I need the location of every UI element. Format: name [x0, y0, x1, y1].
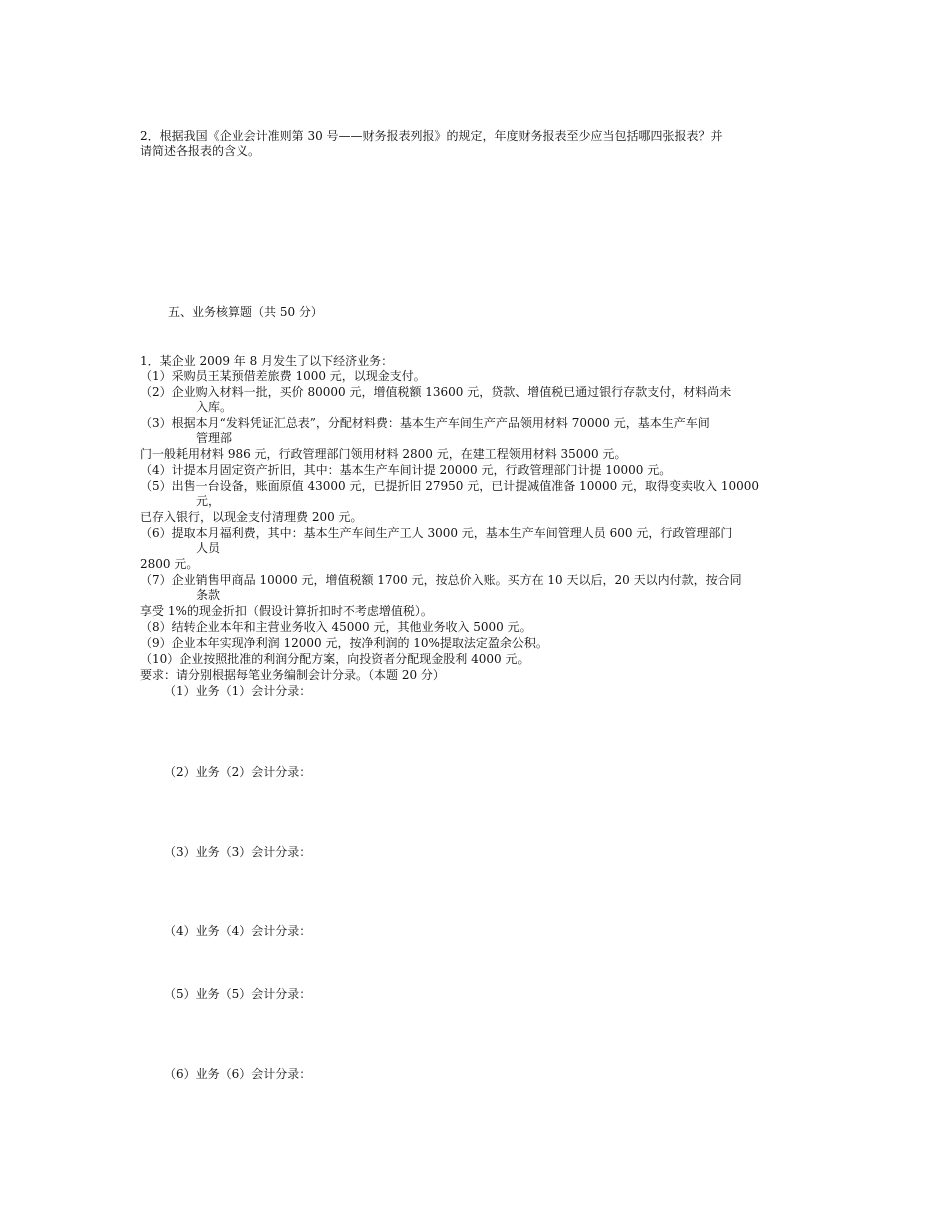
transaction-3-line-3: 门一般耗用材料 986 元，行政管理部门领用材料 2800 元，在建工程领用材料 35000 元。 — [140, 447, 627, 461]
transaction-10: （10）企业按照批准的利润分配方案，向投资者分配现金股利 4000 元。 — [140, 652, 530, 666]
requirement: 要求：请分别根据每笔业务编制会计分录。（本题 20 分） — [140, 668, 445, 682]
transaction-6-line-3: 2800 元。 — [140, 557, 199, 571]
transaction-6-line-2: 人员 — [196, 541, 221, 555]
answer-prompt-4: （4）业务（4）会计分录： — [164, 924, 312, 938]
section-five-heading: 五、业务核算题（共 50 分） — [168, 305, 323, 319]
problem-1-intro: 1．某企业 2009 年 8 月发生了以下经济业务： — [140, 354, 394, 368]
transaction-7-line-3: 享受 1%的现金折扣（假设计算折扣时不考虑增值税）。 — [140, 604, 433, 618]
question-2-line-2: 请简述各报表的含义。 — [140, 144, 261, 158]
answer-prompt-2: （2）业务（2）会计分录： — [164, 765, 312, 779]
transaction-2-line-1: （2）企业购入材料一批，买价 80000 元，增值税额 13600 元，贷款、增值税已通过银行存款支付，材料尚未 — [140, 385, 732, 399]
answer-prompt-5: （5）业务（5）会计分录： — [164, 987, 312, 1001]
answer-prompt-3: （3）业务（3）会计分录： — [164, 845, 312, 859]
transaction-7-line-2: 条款 — [196, 588, 221, 602]
answer-prompt-6: （6）业务（6）会计分录： — [164, 1067, 312, 1081]
transaction-6-line-1: （6）提取本月福利费，其中：基本生产车间生产工人 3000 元，基本生产车间管理人员 600 元，行政管理部门 — [140, 526, 733, 540]
transaction-4: （4）计提本月固定资产折旧，其中：基本生产车间计提 20000 元，行政管理部门计提 10000 元。 — [140, 463, 672, 477]
transaction-1: （1）采购员王某预借差旅费 1000 元，以现金支付。 — [140, 369, 426, 383]
question-2-line-1: 2．根据我国《企业会计准则第 30 号——财务报表列报》的规定，年度财务报表至少应当包括哪四张报表？并 — [140, 129, 723, 143]
transaction-5-line-1: （5）出售一台设备，账面原值 43000 元，已提折旧 27950 元，已计提减值准备 10000 元，取得变卖收入 10000 — [140, 479, 760, 493]
transaction-9: （9）企业本年实现净利润 12000 元，按净利润的 10%提取法定盈余公积。 — [140, 636, 548, 650]
transaction-3-line-1: （3）根据本月“发料凭证汇总表”，分配材料费：基本生产车间生产产品领用材料 70000 元，基本生产车间 — [140, 416, 710, 430]
transaction-7-line-1: （7）企业销售甲商品 10000 元，增值税额 1700 元，按总价入账。买方在 10 天以后，20 天以内付款，按合同 — [140, 573, 742, 587]
transaction-5-line-2: 元， — [196, 494, 221, 508]
transaction-5-line-3: 已存入银行，以现金支付清理费 200 元。 — [140, 510, 363, 524]
transaction-8: （8）结转企业本年和主营业务收入 45000 元，其他业务收入 5000 元。 — [140, 620, 532, 634]
transaction-2-line-2: 入库。 — [196, 400, 233, 414]
answer-prompt-1: （1）业务（1）会计分录： — [164, 684, 312, 698]
transaction-3-line-2: 管理部 — [196, 431, 233, 445]
